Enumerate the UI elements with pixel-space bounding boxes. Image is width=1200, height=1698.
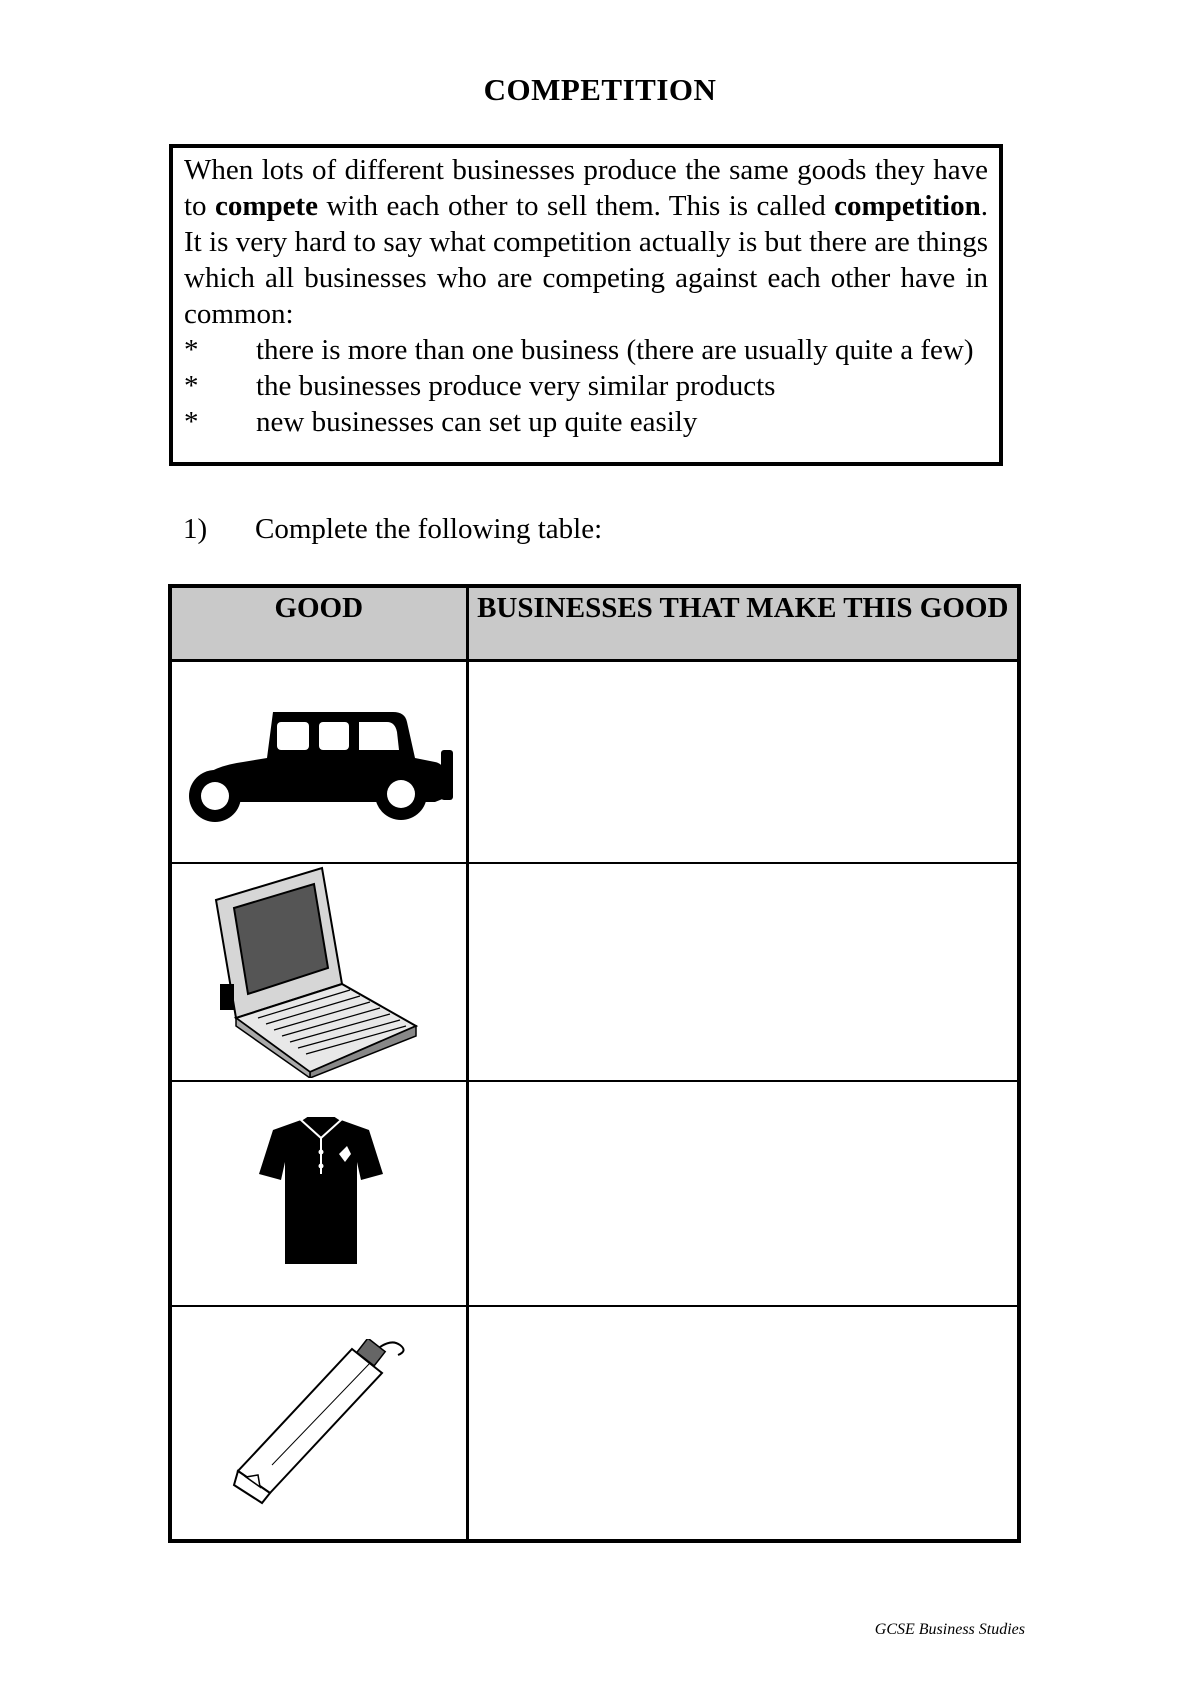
intro-paragraph [184,152,988,332]
table-row [170,863,1019,1081]
intro-bullet-list [184,332,988,440]
bullet-marker: * [184,334,199,366]
table-row [170,1081,1019,1306]
good-cell-toothpaste [170,1306,467,1541]
header-good: GOOD [170,586,467,660]
intro-text-1: When lots of different businesses produce the same goods they have to [184,154,988,222]
bullet-text: the businesses produce very similar products [256,370,776,402]
table-row [170,1306,1019,1541]
table-row [170,660,1019,863]
toothpaste-tube-icon [232,1339,412,1505]
question-number: 1) [183,513,208,545]
intro-box [169,144,1003,466]
answer-cell[interactable] [467,1081,1019,1306]
page-title: COMPETITION [483,72,717,107]
laptop-icon [210,866,420,1078]
good-cell-car [170,660,467,863]
intro-bold-compete: compete [214,190,319,222]
bullet-text: there is more than one business (there are usually quite a few) [256,334,974,366]
good-cell-laptop [170,863,467,1081]
answer-cell[interactable] [467,863,1019,1081]
question-text: Complete the following table: [255,513,603,545]
goods-table [168,584,1021,1543]
header-businesses: BUSINESSES THAT MAKE THIS GOOD [467,586,1019,660]
intro-bold-competition: competition [834,190,981,222]
list-item [184,368,988,404]
polo-shirt-icon [257,1114,385,1266]
answer-cell[interactable] [467,660,1019,863]
question-1 [183,513,602,546]
answer-cell[interactable] [467,1306,1019,1541]
bullet-marker: * [184,370,199,402]
intro-text-3: . It is very hard to say what competition actually is but there are things which all businesses who are competing against each other have in common: [184,190,988,330]
table-header-row [170,586,1019,660]
good-cell-shirt [170,1081,467,1306]
list-item [184,332,988,368]
list-item [184,404,988,440]
car-icon [183,706,455,824]
footer-course-label: GCSE Business Studies [874,1621,1025,1638]
bullet-text: new businesses can set up quite easily [256,406,698,438]
bullet-marker: * [184,406,199,438]
intro-text-2: with each other to sell them. This is called [318,190,835,222]
